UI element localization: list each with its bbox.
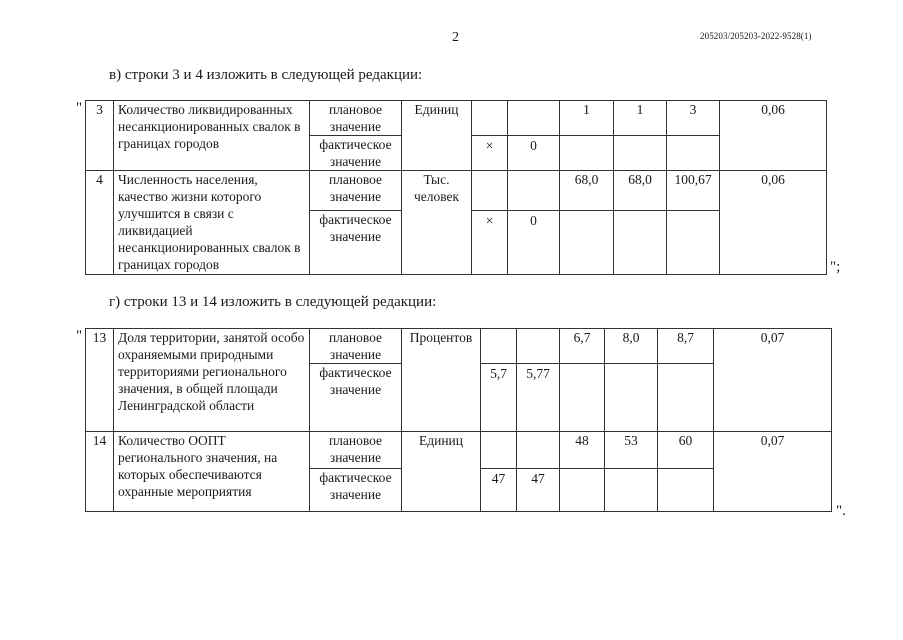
document-id: 205203/205203-2022-9528(1)	[700, 31, 812, 41]
plan-value-1: 68,0	[560, 171, 614, 211]
empty-cell	[472, 171, 508, 211]
fact-value-b: 5,77	[517, 364, 560, 432]
plan-label: плановое значение	[310, 101, 402, 136]
indicator-name: Количество ликвидированных несанкционированных свалок в границах городов	[114, 101, 310, 171]
row-number: 13	[86, 329, 114, 432]
plan-value-3: 8,7	[658, 329, 714, 364]
plan-value-2: 68,0	[614, 171, 667, 211]
weight: 0,06	[720, 171, 827, 275]
row-number: 3	[86, 101, 114, 171]
fact-label: фактическое значение	[310, 136, 402, 171]
empty-cell	[667, 136, 720, 171]
unit: Единиц	[402, 432, 481, 512]
empty-cell	[658, 364, 714, 432]
plan-value-3: 60	[658, 432, 714, 469]
unit: Единиц	[402, 101, 472, 171]
section-v-heading: в) строки 3 и 4 изложить в следующей редакции:	[109, 67, 423, 83]
row-number: 14	[86, 432, 114, 512]
empty-cell	[605, 364, 658, 432]
page-number: 2	[452, 30, 459, 45]
fact-value-a: 5,7	[481, 364, 517, 432]
fact-value-a: ×	[472, 211, 508, 275]
empty-cell	[560, 364, 605, 432]
fact-value-a: ×	[472, 136, 508, 171]
empty-cell	[614, 136, 667, 171]
unit: Процентов	[402, 329, 481, 432]
fact-label: фактическое значение	[310, 469, 402, 512]
table-row	[86, 171, 827, 211]
fact-label: фактическое значение	[310, 364, 402, 432]
row-number: 4	[86, 171, 114, 275]
section-g-close-quote: ".	[836, 503, 846, 519]
empty-cell	[614, 211, 667, 275]
section-v-table	[85, 100, 827, 275]
fact-value-a: 47	[481, 469, 517, 512]
fact-value-b: 47	[517, 469, 560, 512]
plan-value-3: 100,67	[667, 171, 720, 211]
indicator-name: Количество ООПТ регионального значения, на которых обеспечиваются охранные мероприятия	[114, 432, 310, 512]
table-row	[86, 329, 832, 364]
weight: 0,07	[714, 432, 832, 512]
empty-cell	[508, 171, 560, 211]
empty-cell	[560, 211, 614, 275]
indicator-name: Доля территории, занятой особо охраняемыми природными территориями регионального значения, в общей площади Ленинградской области	[114, 329, 310, 432]
empty-cell	[517, 432, 560, 469]
empty-cell	[605, 469, 658, 512]
table-row	[86, 101, 827, 136]
plan-value-2: 8,0	[605, 329, 658, 364]
section-v-close-quote: ";	[830, 259, 841, 275]
fact-value-b: 0	[508, 136, 560, 171]
empty-cell	[481, 432, 517, 469]
unit: Тыс. человек	[402, 171, 472, 275]
plan-value-1: 6,7	[560, 329, 605, 364]
section-v-open-quote: "	[76, 100, 83, 116]
section-g-table	[85, 328, 832, 512]
empty-cell	[508, 101, 560, 136]
empty-cell	[517, 329, 560, 364]
section-g-open-quote: "	[76, 328, 83, 344]
section-g-heading: г) строки 13 и 14 изложить в следующей редакции:	[109, 294, 437, 310]
plan-value-3: 3	[667, 101, 720, 136]
table-row	[86, 432, 832, 469]
weight: 0,06	[720, 101, 827, 171]
empty-cell	[560, 469, 605, 512]
plan-value-2: 1	[614, 101, 667, 136]
weight: 0,07	[714, 329, 832, 432]
empty-cell	[667, 211, 720, 275]
indicator-name: Численность населения, качество жизни которого улучшится в связи с ликвидацией несанкционированных свалок в границах городов	[114, 171, 310, 275]
plan-label: плановое значение	[310, 432, 402, 469]
empty-cell	[560, 136, 614, 171]
empty-cell	[481, 329, 517, 364]
plan-value-1: 1	[560, 101, 614, 136]
fact-label: фактическое значение	[310, 211, 402, 275]
plan-value-1: 48	[560, 432, 605, 469]
fact-value-b: 0	[508, 211, 560, 275]
empty-cell	[658, 469, 714, 512]
plan-label: плановое значение	[310, 171, 402, 211]
empty-cell	[472, 101, 508, 136]
plan-value-2: 53	[605, 432, 658, 469]
plan-label: плановое значение	[310, 329, 402, 364]
